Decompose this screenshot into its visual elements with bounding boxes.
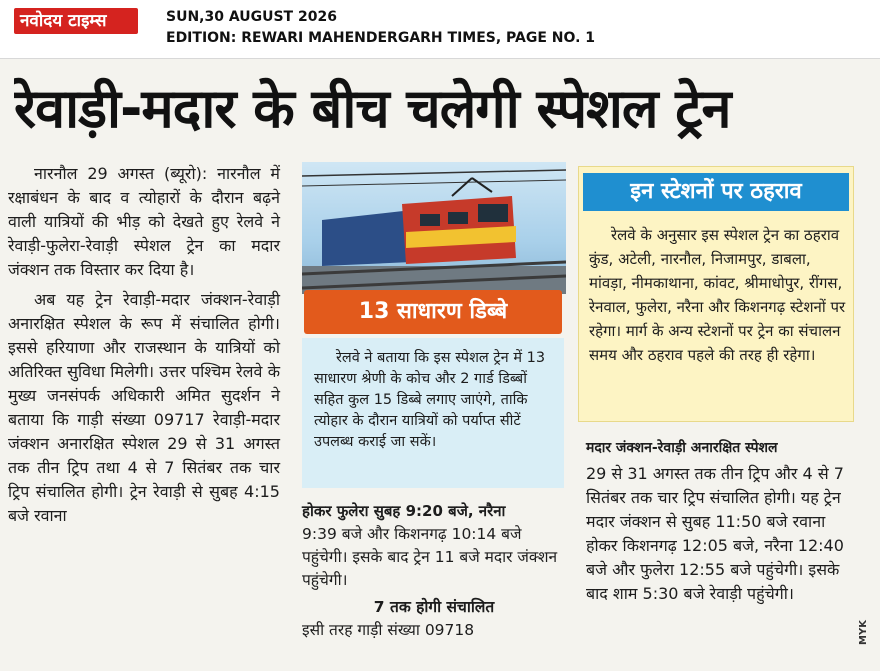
continued-last-line: इसी तरह गाड़ी संख्या 09718 bbox=[302, 621, 475, 639]
coaches-subhead: 13 साधारण डिब्बे bbox=[304, 290, 562, 334]
edition-date: SUN,30 AUGUST 2026 bbox=[166, 9, 337, 25]
stations-box bbox=[578, 166, 854, 422]
edition-header bbox=[0, 0, 880, 59]
schedule-subhead: 7 तक होगी संचालित bbox=[373, 598, 495, 616]
stations-paragraph: रेलवे के अनुसार इस स्पेशल ट्रेन का ठहराव कुंड, अटेली, नारनौल, निजामपुर, डाबला, मांवड़ा, नीमकाथाना, कांवट, श्रीमाधोपुर, रींगस, रेनवाल, फुलेरा, नरैना और किशनगढ़ स्टेशनों पर रहेगा। मार्ग के अन्य स्टेशनों पर ट्रेन का संचालन समय और ठहराव पहले की तरह ही रहेगा। bbox=[589, 226, 846, 364]
stations-text bbox=[589, 223, 849, 367]
continued-text: 9:39 बजे और किशनगढ़ 10:14 बजे पहुंचेगी। इसके बाद ट्रेन 11 बजे मदार जंक्शन पहुंचेगी। bbox=[302, 525, 558, 589]
edition-info: EDITION: REWARI MAHENDERGARH TIMES, PAGE NO. 1 bbox=[166, 30, 596, 46]
middle-column bbox=[302, 500, 566, 642]
coaches-text: रेलवे ने बताया कि इस स्पेशल ट्रेन में 13 साधारण श्रेणी के कोच और 2 गार्ड डिब्बों सहित कुल 15 डिब्बे लगाए जाएंगे, ताकि त्योहार के दौरान यात्रियों को पर्याप्त सीटें उपलब्ध कराई जा सकें। bbox=[314, 350, 546, 450]
continued-bold-line: होकर फुलेरा सुबह 9:20 बजे, नरैना bbox=[302, 502, 506, 520]
right-column bbox=[586, 436, 854, 606]
return-train-subhead: मदार जंक्शन-रेवाड़ी अनारक्षित स्पेशल bbox=[586, 440, 778, 456]
article-paragraph: नारनौल 29 अगस्त (ब्यूरो): नारनौल में रक्षाबंधन के बाद व त्योहारों के दौरान बढ़ने वाली यात्रियों की भीड़ को देखते हुए रेलवे ने रेवाड़ी-फुलेरा-रेवाड़ी स्पेशल ट्रेन का मदार जंक्शन तक विस्तार कर दिया है। bbox=[8, 164, 280, 279]
headline: रेवाड़ी-मदार के बीच चलेगी स्पेशल ट्रेन bbox=[14, 77, 731, 140]
article-paragraph: अब यह ट्रेन रेवाड़ी-मदार जंक्शन-रेवाड़ी अनारक्षित स्पेशल के रूप में संचालित होगी। इससे हरियाणा और राजस्थान के यात्रियों को अतिरिक्त सुविधा मिलेगी। उत्तर पश्चिम रेलवे के मुख्य जनसंपर्क अधिकारी अमित सुदर्शन ने बताया कि गाड़ी संख्या 09717 रेवाड़ी-मदार जंक्शन अनारक्षित स्पेशल 29 से 31 अगस्त तक तीन ट्रिप तथा 4 से 7 सितंबर तक चार ट्रिप संचालित होगी। ट्रेन रेवाड़ी से सुबह 4:15 बजे रवाना bbox=[8, 290, 280, 525]
print-color-mark: MYK bbox=[858, 620, 869, 645]
newspaper-logo: नवोदय टाइम्स bbox=[14, 8, 138, 34]
locomotive-icon bbox=[302, 162, 566, 294]
stations-title: इन स्टेशनों पर ठहराव bbox=[583, 173, 849, 211]
return-train-text: 29 से 31 अगस्त तक तीन ट्रिप और 4 से 7 सितंबर तक चार ट्रिप संचालित होगी। यह ट्रेन मदार जंक्शन से सुबह 11:50 बजे रवाना होकर किशनगढ़ 12:05 बजे, नरैना 12:40 बजे और फुलेरा 12:55 बजे पहुंचेगी। इसके बाद शाम 5:30 बजे रेवाड़ी पहुंचेगी। bbox=[586, 464, 844, 603]
coaches-info-box bbox=[302, 338, 564, 488]
left-column bbox=[8, 162, 280, 534]
train-photo bbox=[302, 162, 566, 294]
